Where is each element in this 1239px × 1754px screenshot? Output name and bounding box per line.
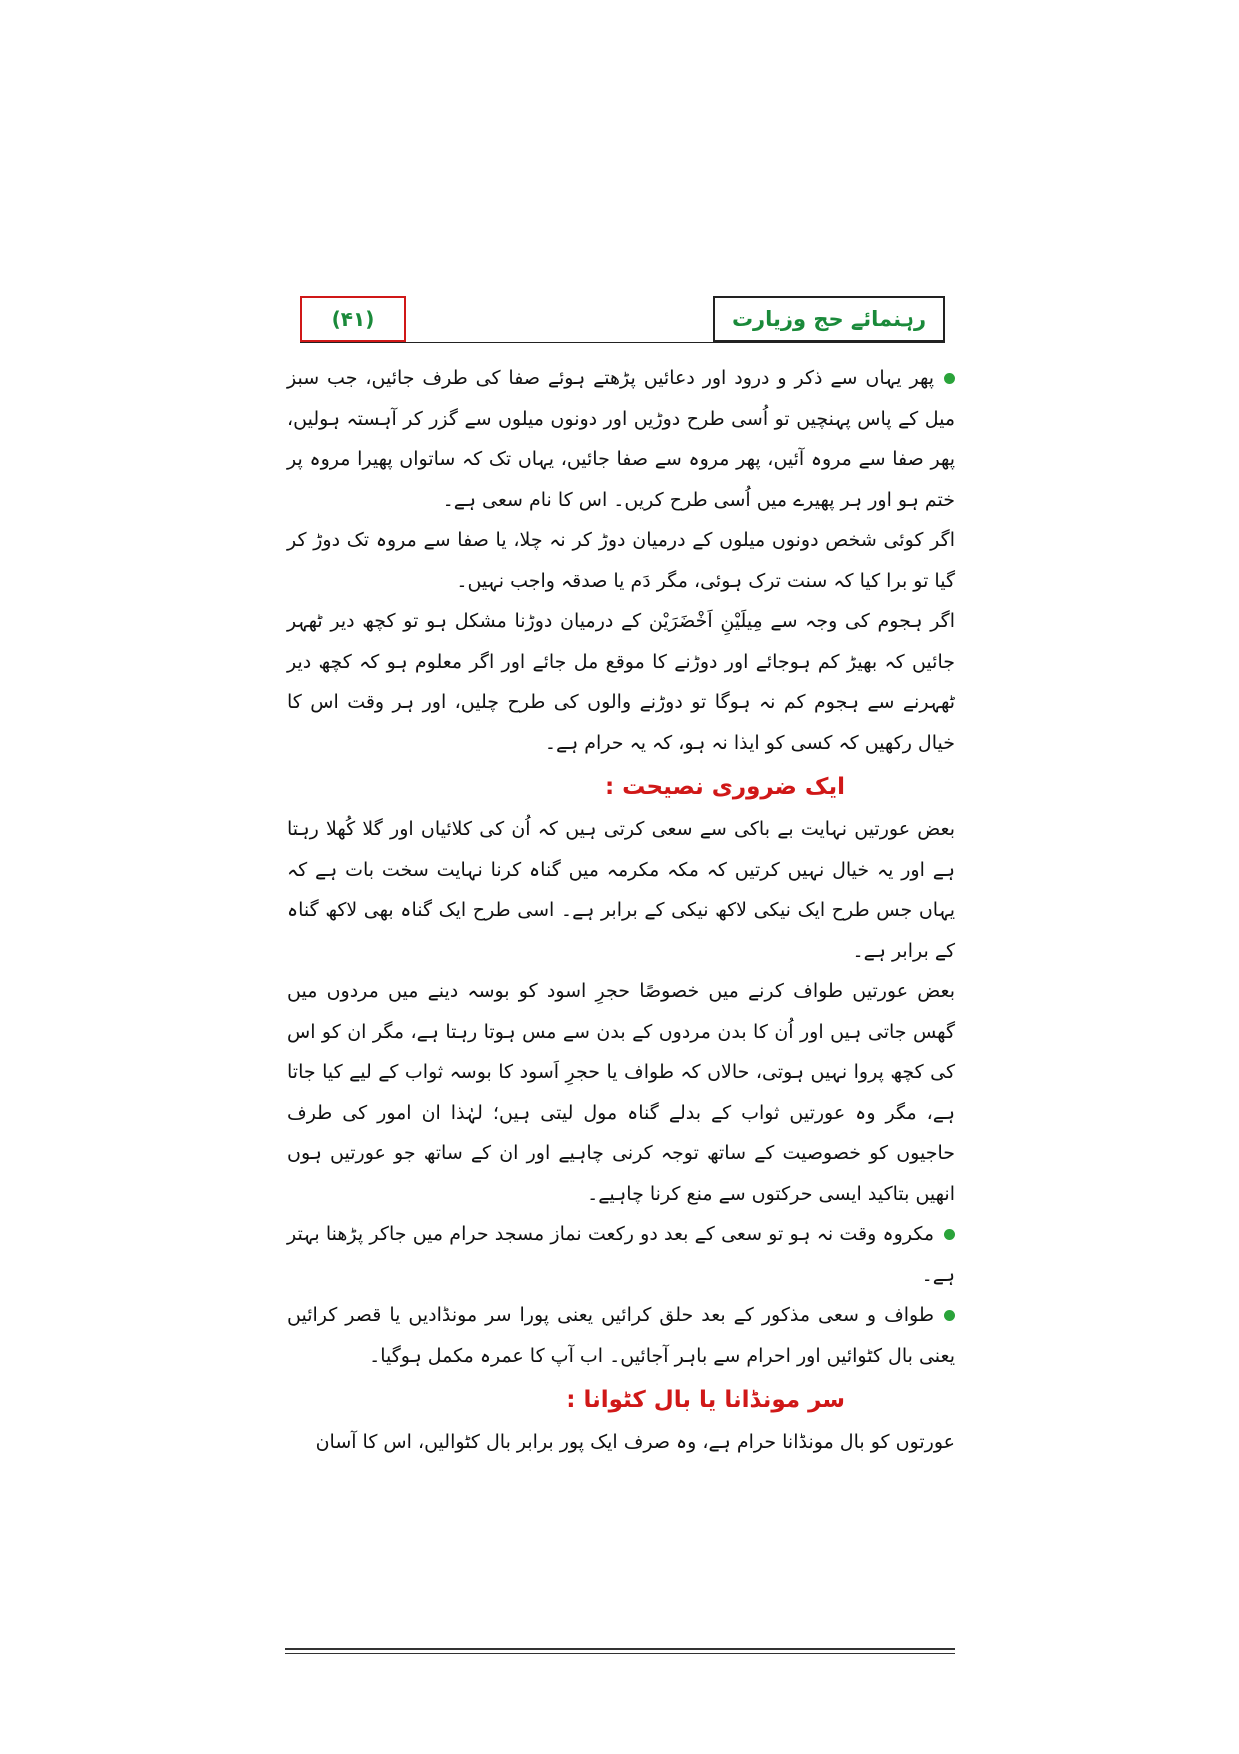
header-rule xyxy=(300,342,945,343)
section-heading: سر مونڈانا یا بال کٹوانا : xyxy=(566,1387,845,1413)
page-number-box xyxy=(300,296,406,342)
paragraph: بعض عورتیں طواف کرنے میں خصوصًا حجرِ اسود کو بوسہ دینے میں مردوں میں گھس جاتی ہیں اور اُن کا بدن مردوں کے بدن سے مس ہوتا رہتا ہے، مگر ان کو اس کی کچھ پروا نہیں ہوتی، حالاں کہ طواف یا حجرِ اَسود کا بوسہ ثواب کے لیے کیا جاتا ہے، مگر وہ عورتیں ثواب کے بدلے گناہ مول لیتی ہیں؛ لہٰذا ان امور کی طرف حاجیوں کو خصوصیت کے ساتھ توجہ کرنی چاہیے اور ان کے ساتھ جو عورتیں ہوں انھیں بتاکید ایسی حرکتوں سے منع کرنا چاہیے۔ xyxy=(287,980,955,1205)
paragraph: طواف و سعی مذکور کے بعد حلق کرائیں یعنی پورا سر مونڈادیں یا قصر کرائیں یعنی بال کٹوائیں اور احرام سے باہر آجائیں۔ اب آپ کا عمرہ مکمل ہوگیا۔ xyxy=(287,1304,955,1367)
page-header xyxy=(300,296,945,344)
page-number: (۴۱) xyxy=(331,307,375,331)
book-title: رہنمائے حج وزیارت xyxy=(731,307,927,331)
paragraph: عورتوں کو بال مونڈانا حرام ہے، وہ صرف ایک پور برابر بال کٹوالیں، اس کا آسان xyxy=(315,1431,955,1453)
bullet-icon xyxy=(944,373,955,384)
page-body xyxy=(287,358,955,1463)
book-title-box xyxy=(713,296,945,343)
bullet-icon xyxy=(944,1229,955,1240)
paragraph: اگر ہجوم کی وجہ سے مِیلَیْنِ اَخْضَرَیْن کے درمیان دوڑنا مشکل ہو تو کچھ دیر ٹھہر جائیں کہ بھیڑ کم ہوجائے اور دوڑنے کا موقع مل جائے اور اگر معلوم ہو کہ کچھ دیر ٹھہرنے سے ہجوم کم نہ ہوگا تو دوڑنے والوں کی طرح چلیں، اور ہر وقت اس کا خیال رکھیں کہ کسی کو ایذا نہ ہو، کہ یہ حرام ہے۔ xyxy=(287,610,955,754)
paragraph: پھر یہاں سے ذکر و درود اور دعائیں پڑھتے ہوئے صفا کی طرف جائیں، جب سبز میل کے پاس پہنچیں تو اُسی طرح دوڑیں اور دونوں میلوں سے گزر کر آہستہ ہولیں، پھر صفا سے مروہ آئیں، پھر مروہ سے صفا جائیں، یہاں تک کہ ساتواں پھیرا مروہ پر ختم ہو اور ہر پھیرے میں اُسی طرح کریں۔ اس کا نام سعی ہے۔ xyxy=(287,367,955,511)
footer-rule xyxy=(285,1648,955,1650)
paragraph: اگر کوئی شخص دونوں میلوں کے درمیان دوڑ کر نہ چلا، یا صفا سے مروہ تک دوڑ کر گیا تو برا کیا کہ سنت ترک ہوئی، مگر دَم یا صدقہ واجب نہیں۔ xyxy=(287,529,955,592)
footer-rule xyxy=(285,1653,955,1654)
section-heading: ایک ضروری نصیحت : xyxy=(604,774,845,800)
paragraph: بعض عورتیں نہایت بے باکی سے سعی کرتی ہیں کہ اُن کی کلائیاں اور گلا کُھلا رہتا ہے اور یہ خیال نہیں کرتیں کہ مکہ مکرمہ میں گناہ کرنا نہایت سخت بات ہے کہ یہاں جس طرح ایک نیکی لاکھ نیکی کے برابر ہے۔ اسی طرح ایک گناہ بھی لاکھ گناہ کے برابر ہے۔ xyxy=(287,818,955,962)
bullet-icon xyxy=(944,1310,955,1321)
paragraph: مکروہ وقت نہ ہو تو سعی کے بعد دو رکعت نماز مسجد حرام میں جاکر پڑھنا بہتر ہے۔ xyxy=(287,1223,955,1286)
